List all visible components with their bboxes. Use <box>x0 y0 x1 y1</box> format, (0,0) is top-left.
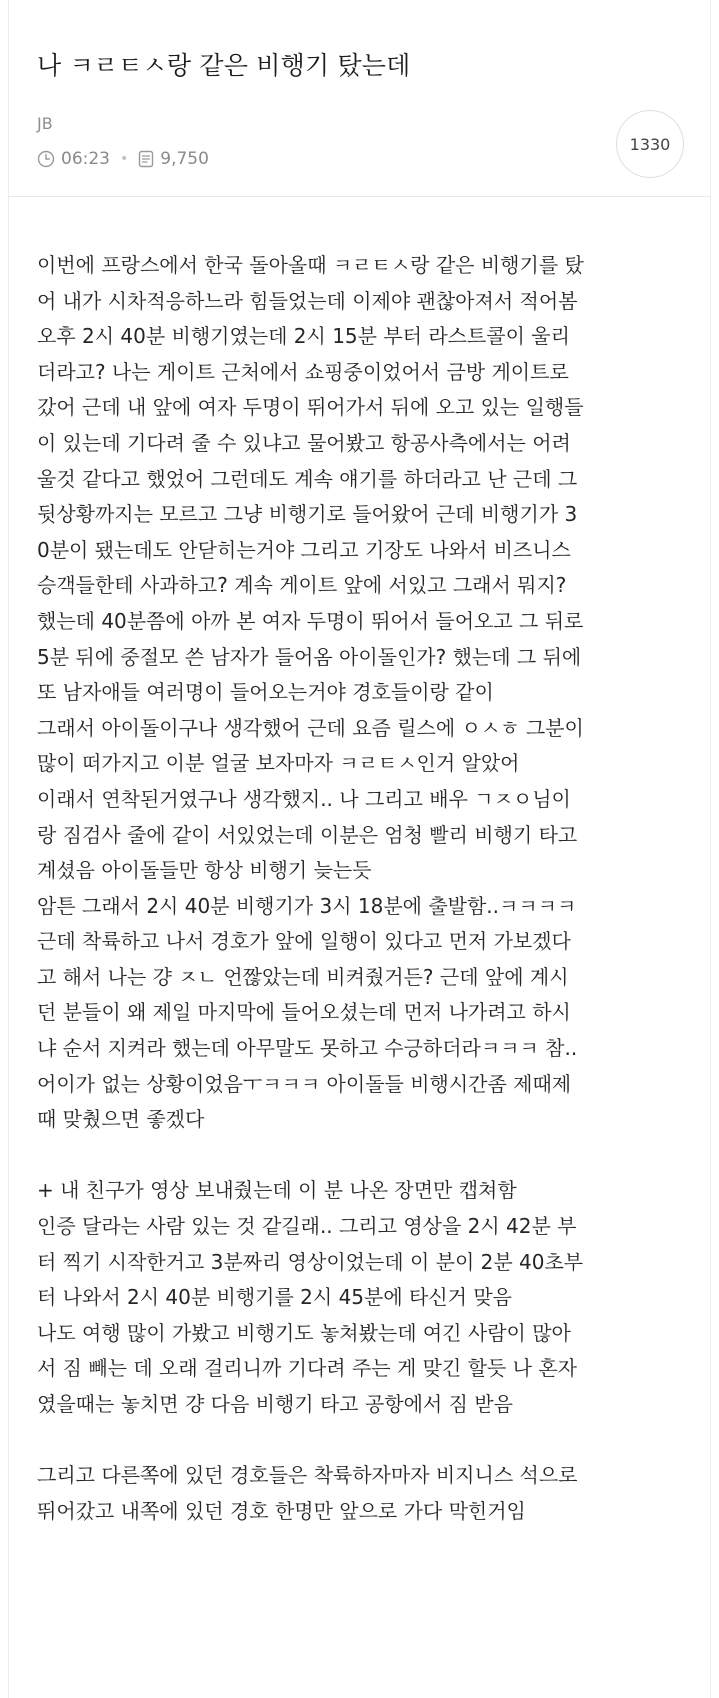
body-text-line: 계셨음 아이돌들만 항상 비행기 늦는듯 <box>37 858 372 883</box>
post-meta <box>37 147 209 171</box>
body-text-line: 갔어 근데 내 앞에 여자 두명이 뛰어가서 뒤에 오고 있는 일행들 <box>37 395 584 420</box>
document-icon <box>138 150 154 168</box>
body-text-line: 나도 여행 많이 가봤고 비행기도 놓쳐봤는데 여긴 사람이 많아 <box>37 1320 571 1345</box>
body-text-line: 많이 떠가지고 이분 얼굴 보자마자 ㅋㄹㅌㅅ인거 알았어 <box>37 751 520 776</box>
body-text-line: 뒷상황까지는 모르고 그냥 비행기로 들어왔어 근데 비행기가 3 <box>37 502 578 527</box>
body-text-line: 했는데 40분쯤에 아까 본 여자 두명이 뛰어서 들어오고 그 뒤로 <box>37 608 584 633</box>
body-text-line: 어 내가 시차적응하느라 힘들었는데 이제야 괜찮아져서 적어봄 <box>37 288 578 313</box>
body-text-line: 이래서 연착된거였구나 생각했지.. 나 그리고 배우 ㄱㅈㅇ님이 <box>37 786 571 811</box>
body-text-line: 0분이 됐는데도 안닫히는거야 그리고 기장도 나와서 비즈니스 <box>37 537 571 562</box>
post-page <box>8 0 711 1698</box>
body-paragraph-3 <box>37 1458 694 1529</box>
clock-icon <box>37 150 55 168</box>
author-name[interactable]: JB <box>37 114 53 133</box>
body-text-line: 그리고 다른쪽에 있던 경호들은 착륙하자마자 비지니스 석으로 <box>37 1463 578 1488</box>
body-text-line: 승객들한테 사과하고? 계속 게이트 앞에 서있고 그래서 뭐지? <box>37 573 567 598</box>
body-paragraph-1 <box>37 248 694 1138</box>
comment-count-badge[interactable]: 1330 <box>616 110 684 178</box>
body-text-line: 던 분들이 왜 제일 마지막에 들어오셨는데 먼저 나가려고 하시 <box>37 1000 571 1025</box>
body-paragraph-2 <box>37 1173 694 1422</box>
body-text-line: 서 짐 빼는 데 오래 걸리니까 기다려 주는 게 맞긴 할듯 나 혼자 <box>37 1356 577 1381</box>
body-text-line: 근데 착륙하고 나서 경호가 앞에 일행이 있다고 먼저 가보겠다 <box>37 929 571 954</box>
view-count: 9,750 <box>160 149 209 169</box>
body-text-line: 였을때는 놓치면 걍 다음 비행기 타고 공항에서 짐 받음 <box>37 1392 513 1416</box>
post-header <box>9 0 710 197</box>
body-text-line: 랑 짐검사 줄에 같이 서있었는데 이분은 엄청 빨리 비행기 타고 <box>37 822 578 847</box>
body-text-line: 이번에 프랑스에서 한국 돌아올때 ㅋㄹㅌㅅ랑 같은 비행기를 탔 <box>37 253 584 277</box>
body-text-line: 이 있는데 기다려 줄 수 있냐고 물어봤고 항공사측에서는 어려 <box>37 430 571 455</box>
body-text-line: 냐 순서 지켜라 했는데 아무말도 못하고 수긍하더라ㅋㅋㅋ 참.. <box>37 1036 578 1061</box>
body-text-line: + 내 친구가 영상 보내줬는데 이 분 나온 장면만 캡쳐함 <box>37 1178 517 1203</box>
body-text-line: 울것 같다고 했었어 그런데도 계속 얘기를 하더라고 난 근데 그 <box>37 466 578 491</box>
body-text-line: 터 나와서 2시 40분 비행기를 2시 45분에 타신거 맞음 <box>37 1285 512 1310</box>
body-text-line: 터 찍기 시작한거고 3분짜리 영상이었는데 이 분이 2분 40초부 <box>37 1249 584 1274</box>
body-text-line: 그래서 아이돌이구나 생각했어 근데 요즘 릴스에 ㅇㅅㅎ 그분이 <box>37 715 584 740</box>
body-text-line: 5분 뒤에 중절모 쓴 남자가 들어옴 아이돌인가? 했는데 그 뒤에 <box>37 644 582 669</box>
body-text-line: 인증 달라는 사람 있는 것 같길래.. 그리고 영상을 2시 42분 부 <box>37 1214 577 1239</box>
post-body <box>37 248 694 1529</box>
body-text-line: 고 해서 나는 걍 ㅈㄴ 언짢았는데 비켜줬거든? 근데 앞에 계시 <box>37 964 569 989</box>
post-time: 06:23 <box>61 149 110 169</box>
body-text-line: 뛰어갔고 내쪽에 있던 경호 한명만 앞으로 가다 막힌거임 <box>37 1498 526 1523</box>
body-text-line: 어이가 없는 상황이었음ㅜㅋㅋㅋ 아이돌들 비행시간좀 제때제 <box>37 1071 572 1096</box>
body-text-line: 또 남자애들 여러명이 들어오는거야 경호들이랑 같이 <box>37 680 494 705</box>
meta-separator: • <box>120 151 129 167</box>
body-text-line: 때 맞췄으면 좋겠다 <box>37 1107 205 1132</box>
body-text-line: 오후 2시 40분 비행기였는데 2시 15분 부터 라스트콜이 울리 <box>37 324 570 349</box>
post-title: 나 ㅋㄹㅌㅅ랑 같은 비행기 탔는데 <box>37 51 411 80</box>
body-text-line: 암튼 그래서 2시 40분 비행기가 3시 18분에 출발함..ㅋㅋㅋㅋ <box>37 893 577 918</box>
body-text-line: 더라고? 나는 게이트 근처에서 쇼핑중이었어서 금방 게이트로 <box>37 359 569 384</box>
